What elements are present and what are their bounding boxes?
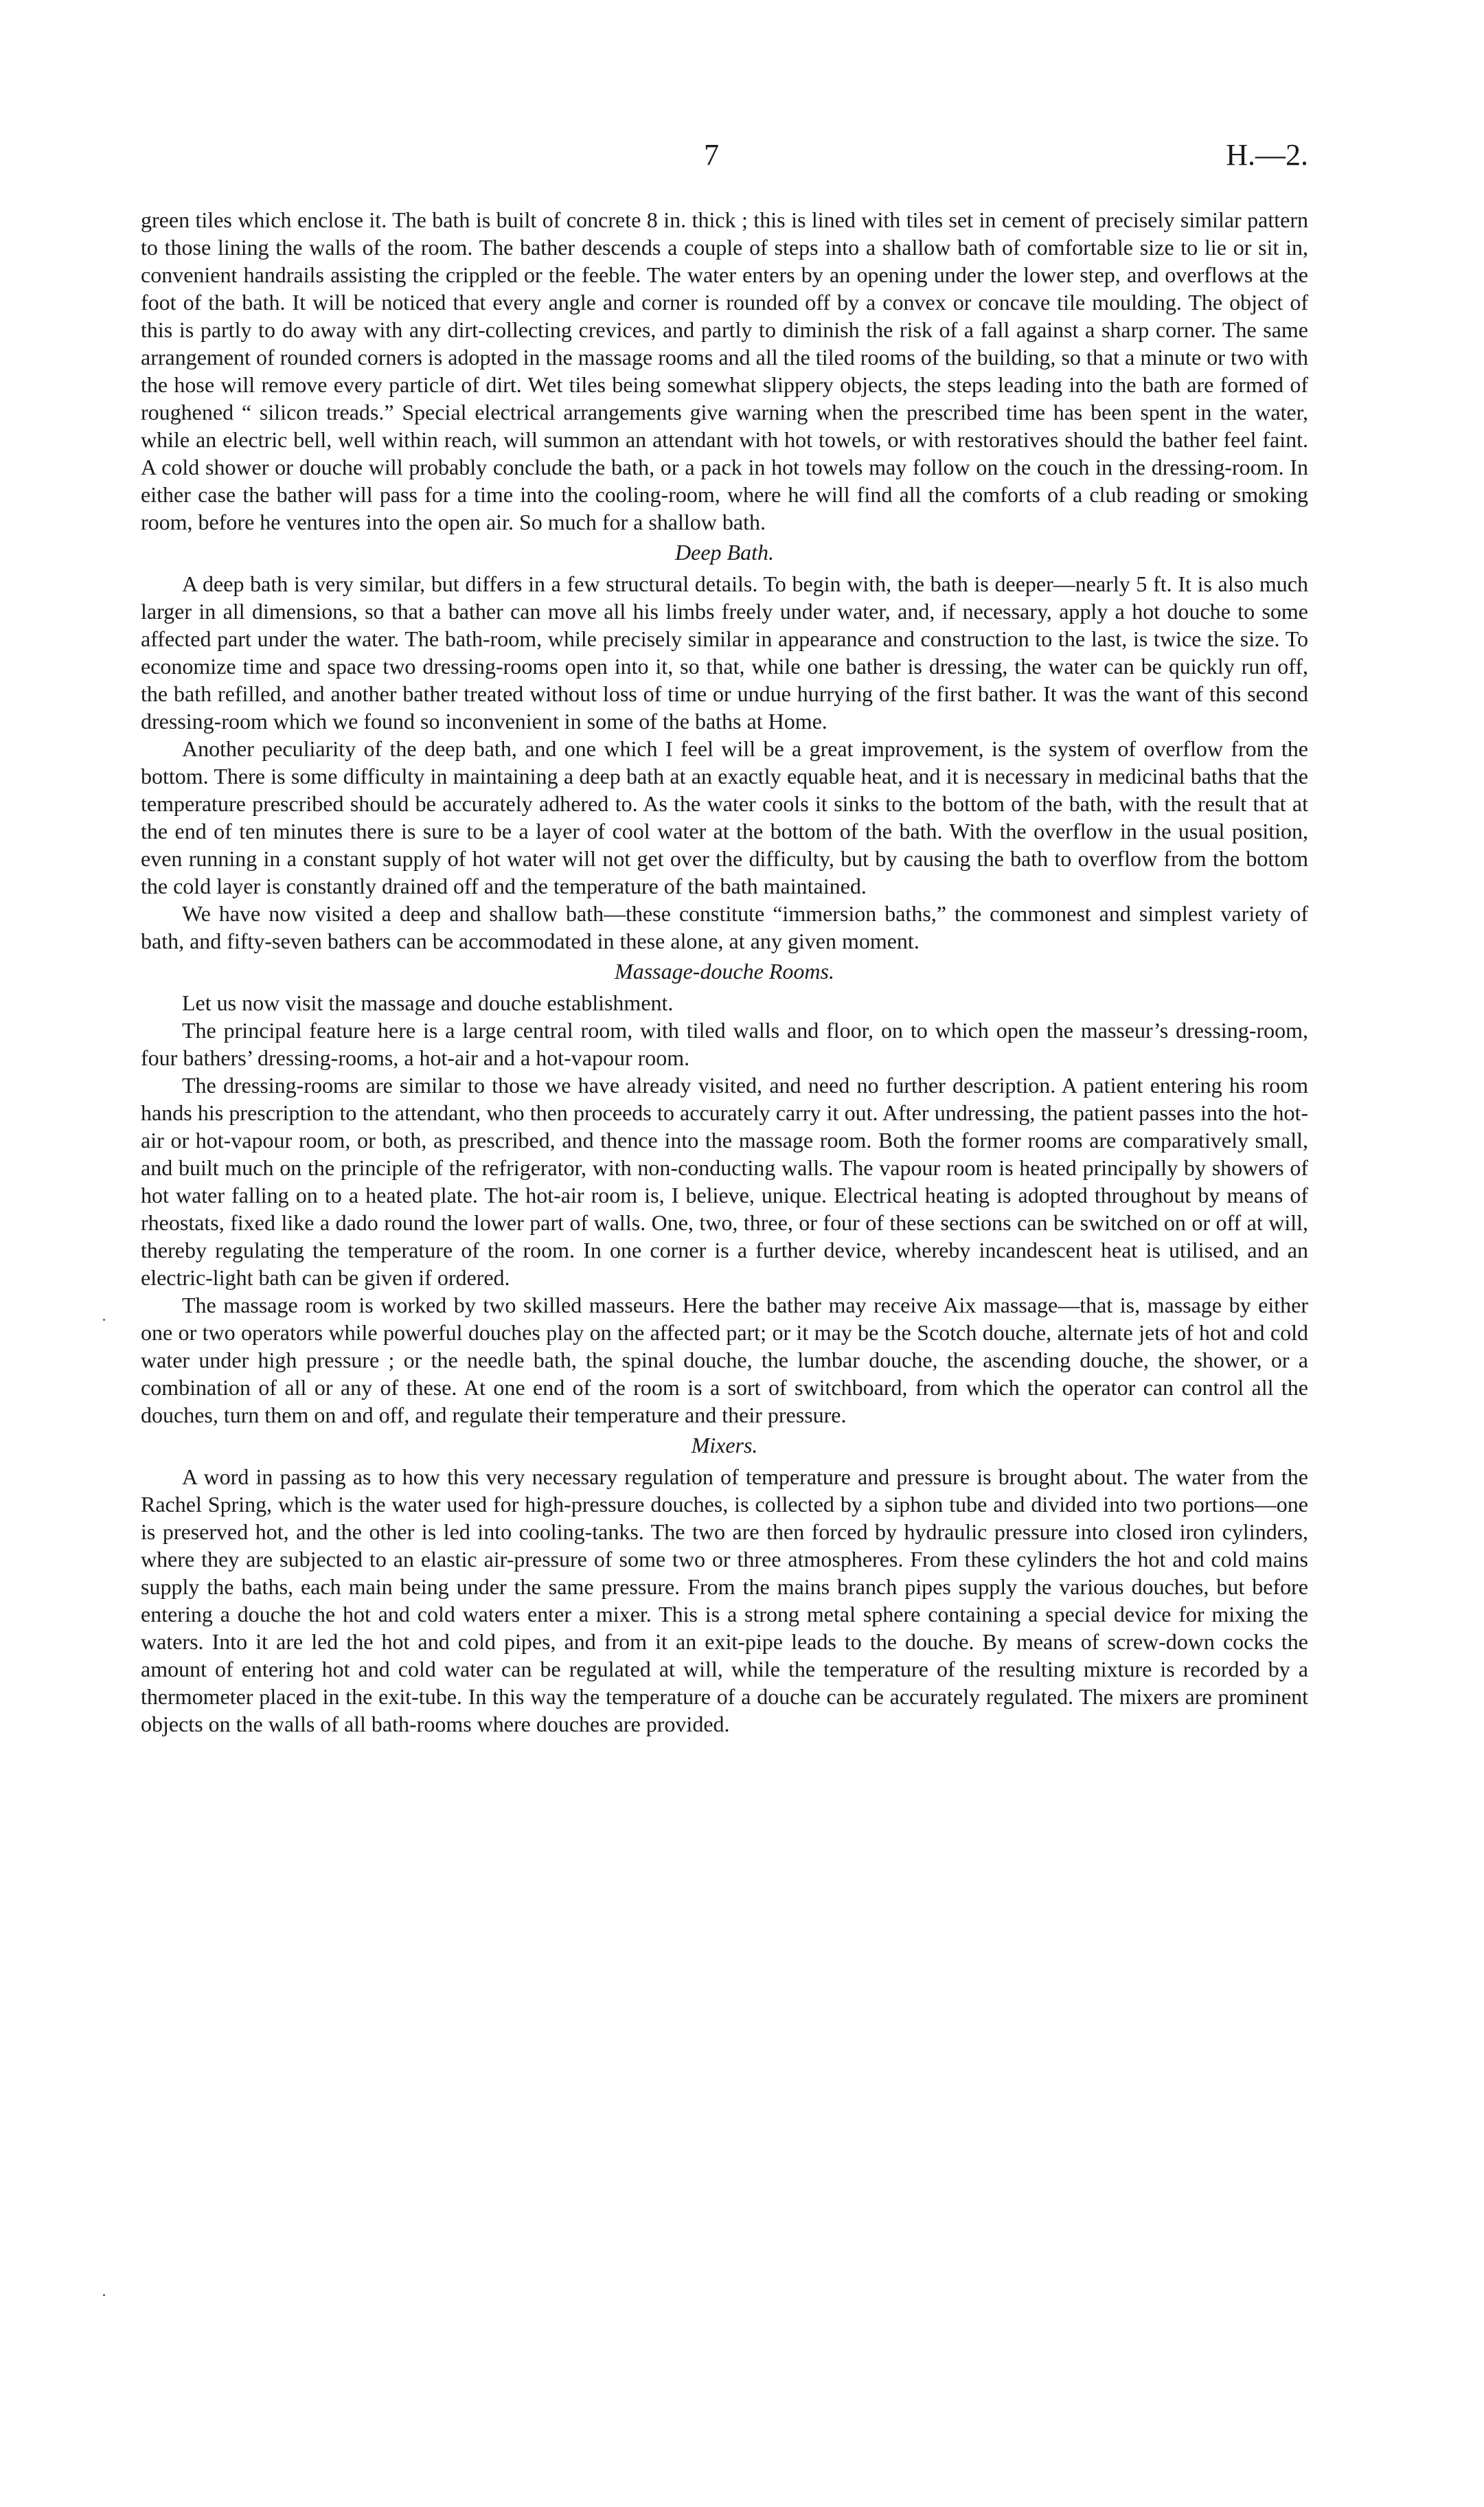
section-heading-deep-bath: Deep Bath.	[675, 540, 774, 565]
section-heading-mixers: Mixers.	[691, 1433, 758, 1457]
paragraph-mixers: A word in passing as to how this very necessary regulation of temperature and pressure is brought about. The water from the Rachel Spring, which is the water used for high-pressure douches, is collected by a siphon tube and divided into two portions—one is preserved hot, and the other is led into cooling-tanks. The two are then forced by hydraulic pressure into closed iron cylinders, where they are subjected to an elastic air-pressure of some two or three atmospheres. From these cylinders the hot and cold mains supply the baths, each main being under the same pressure. From the mains branch pipes supply the various douches, but before entering a douche the hot and cold waters enter a mixer. This is a strong metal sphere containing a special device for mixing the waters. Into it are led the hot and cold pipes, and from it an exit-pipe leads to the douche. By means of screw-down cocks the amount of entering hot and cold water can be regulated at will, while the temperature of the resulting mixture is recorded by a thermometer placed in the exit-tube. In this way the temperature of a douche can be accurately regulated. The mixers are prominent objects on the walls of all bath-rooms where douches are provided.	[141, 1464, 1308, 1736]
body-text	[141, 206, 1308, 1738]
paper-speck	[103, 1319, 105, 1321]
page-number: 7	[704, 138, 719, 172]
document-reference: H.—2.	[1226, 138, 1308, 172]
paragraph-massage-room: The massage room is worked by two skilled masseurs. Here the bather may receive Aix massage—that is, massage by either one or two operators while powerful douches play on the affected part; or it may be the Scotch douche, alternate jets of hot and cold water under high pressure ; or the needle bath, the spinal douche, the lumbar douche, the ascending douche, the shower, or a combination of all or any of these. At one end of the room is a sort of switchboard, from which the operator can control all the douches, turn them on and off, and regulate their temperature and their pressure.	[141, 1293, 1308, 1427]
paragraph-massage-intro: Let us now visit the massage and douche establishment.	[182, 990, 674, 1015]
page-header	[141, 137, 1308, 179]
section-heading-massage-douche-rooms: Massage-douche Rooms.	[615, 959, 834, 984]
paragraph-central-room: The principal feature here is a large central room, with tiled walls and floor, on to which open the masseur’s dressing-room, four bathers’ dressing-rooms, a hot-air and a hot-vapour room.	[141, 1018, 1308, 1070]
paper-speck	[103, 2294, 105, 2296]
paragraph-deep-bath-description: A deep bath is very similar, but differs in a few structural details. To begin with, the bath is deeper—nearly 5 ft. It is also much larger in all dimensions, so that a bather can move all his limbs freely under water, and, if necessary, apply a hot douche to some affected part under the water. The bath-room, while precisely similar in appearance and construction to the last, is twice the size. To economize time and space two dressing-rooms open into it, so that, while one bather is dressing, the water can be quickly run off, the bath refilled, and another bather treated without loss of time or undue hurrying of the first bather. It was the want of this second dressing-room which we found so inconvenient in some of the baths at Home.	[141, 571, 1308, 734]
paragraph-shallow-bath-continued: green tiles which enclose it. The bath is built of concrete 8 in. thick ; this is lined with tiles set in cement of precisely similar pattern to those lining the walls of the room. The bather descends a couple of steps into a shallow bath of comfortable size to lie or sit in, convenient handrails assisting the crippled or the feeble. The water enters by an opening under the lower step, and overflows at the foot of the bath. It will be noticed that every angle and corner is rounded off by a convex or concave tile moulding. The object of this is partly to do away with any dirt-collecting crevices, and partly to diminish the risk of a fall against a sharp corner. The same arrangement of rounded corners is adopted in the massage rooms and all the tiled rooms of the building, so that a minute or two with the hose will remove every particle of dirt. Wet tiles being somewhat slippery objects, the steps leading into the bath are formed of roughened “ silicon treads.” Special electrical arrangements give warning when the prescribed time has been spent in the water, while an electric bell, well within reach, will summon an attendant with hot towels, or with restoratives should the bather feel faint. A cold shower or douche will probably conclude the bath, or a pack in hot towels may follow on the couch in the dressing-room. In either case the bather will pass for a time into the cooling-room, where he will find all the comforts of a club reading or smoking room, before he ventures into the open air. So much for a shallow bath.	[141, 207, 1308, 534]
paragraph-dressing-rooms: The dressing-rooms are similar to those we have already visited, and need no further description. A patient entering his room hands his prescription to the attendant, who then proceeds to accurately carry it out. After undressing, the patient passes into the hot-air or hot-vapour room, or both, as prescribed, and thence into the massage room. Both the former rooms are comparatively small, and built much on the principle of the refrigerator, with non-conducting walls. The vapour room is heated principally by showers of hot water falling on to a heated plate. The hot-air room is, I believe, unique. Electrical heating is adopted throughout by means of rheostats, fixed like a dado round the lower part of walls. One, two, three, or four of these sections can be switched on or off at will, thereby regulating the temperature of the room. In one corner is a further device, whereby incandescent heat is utilised, and an electric-light bath can be given if ordered.	[141, 1073, 1308, 1290]
paragraph-immersion-baths: We have now visited a deep and shallow bath—these constitute “immersion baths,” the commonest and simplest variety of bath, and fifty-seven bathers can be accommodated in these alone, at any given moment.	[141, 901, 1308, 953]
paragraph-deep-bath-overflow: Another peculiarity of the deep bath, and one which I feel will be a great improvement, is the system of overflow from the bottom. There is some difficulty in maintaining a deep bath at an exactly equable heat, and it is necessary in medicinal baths that the temperature prescribed should be accurately adhered to. As the water cools it sinks to the bottom of the bath, with the result that at the end of ten minutes there is sure to be a layer of cool water at the bottom of the bath. With the overflow in the usual position, even running in a constant supply of hot water will not get over the difficulty, but by causing the bath to overflow from the bottom the cold layer is constantly drained off and the temperature of the bath maintained.	[141, 736, 1308, 898]
